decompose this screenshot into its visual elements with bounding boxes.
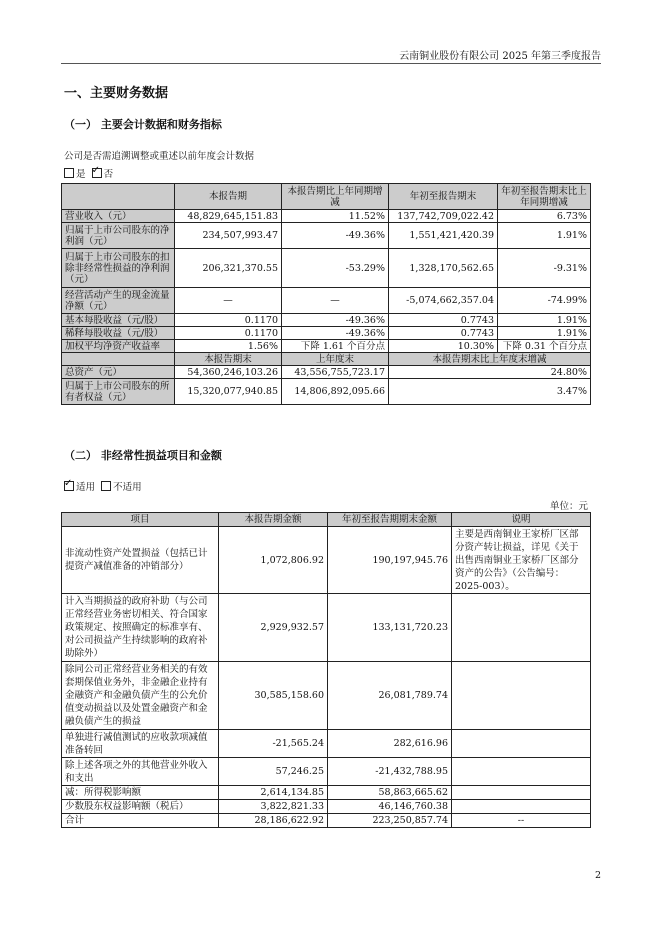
- cell-note: [452, 786, 591, 800]
- row-label: 归属于上市公司股东的净利润（元）: [62, 223, 175, 249]
- row-label: 总资产（元）: [62, 366, 175, 379]
- t1-header-empty: [62, 184, 175, 210]
- option-no-label: 否: [103, 169, 114, 180]
- table-row: [62, 340, 591, 353]
- cell-value: 0.7743: [389, 327, 498, 340]
- table-row: [62, 249, 591, 288]
- row-label: 归属于上市公司股东的所有者权益（元）: [62, 379, 175, 405]
- cell-value: 1,328,170,562.65: [389, 249, 498, 288]
- table-row: [62, 730, 591, 758]
- row-label: 单独进行减值测试的应收款项减值准备转回: [62, 730, 219, 758]
- cell-value: -21,565.24: [219, 730, 328, 758]
- cell-value: 10.30%: [389, 340, 498, 353]
- row-label: 基本每股收益（元/股）: [62, 314, 175, 327]
- table-row: [62, 594, 591, 662]
- cell-value: -49.36%: [282, 327, 389, 340]
- t2-header-ytd: 年初至报告期期末金额: [328, 513, 452, 527]
- cell-value: -49.36%: [282, 223, 389, 249]
- cell-value: 2,614,134.85: [219, 786, 328, 800]
- cell-value: 57,246.25: [219, 758, 328, 786]
- cell-value: 223,250,857.74: [328, 814, 452, 828]
- cell-value: 1,072,806.92: [219, 527, 328, 594]
- cell-value: 11.52%: [282, 210, 389, 223]
- row-label: 归属于上市公司股东的扣除非经常性损益的净利润（元）: [62, 249, 175, 288]
- option-not-applicable-label: 不适用: [113, 482, 142, 493]
- cell-note: [452, 594, 591, 662]
- header-divider: [61, 63, 601, 64]
- cell-value: 43,556,755,723.17: [282, 366, 389, 379]
- cell-value: 1.91%: [498, 314, 591, 327]
- cell-note: 主要是西南铜业王家桥厂区部分资产转让损益，详见《关于出售西南铜业王家桥厂区部分资产的公告》（公告编号：2025-003）。: [452, 527, 591, 594]
- restatement-options: [64, 166, 113, 180]
- cell-value: -49.36%: [282, 314, 389, 327]
- cell-value: 206,321,370.55: [175, 249, 282, 288]
- table-row: [62, 379, 591, 405]
- cell-value: 133,131,720.23: [328, 594, 452, 662]
- option-yes-label: 是: [76, 169, 86, 180]
- cell-value: —: [175, 288, 282, 314]
- cell-value: 46,146,760.38: [328, 800, 452, 814]
- cell-value: 0.1170: [175, 327, 282, 340]
- cell-value: 3.47%: [389, 379, 591, 405]
- cell-value: 2,929,932.57: [219, 594, 328, 662]
- cell-value: 3,822,821.33: [219, 800, 328, 814]
- row-label: 除上述各项之外的其他营业外收入和支出: [62, 758, 219, 786]
- non-recurring-items-table: [61, 512, 591, 828]
- table-row: [62, 527, 591, 594]
- row-label: 稀释每股收益（元/股）: [62, 327, 175, 340]
- cell-value: -9.31%: [498, 249, 591, 288]
- cell-value: —: [282, 288, 389, 314]
- cell-value: 24.80%: [389, 366, 591, 379]
- table-row: [62, 366, 591, 379]
- cell-value: 下降 1.61 个百分点: [282, 340, 389, 353]
- table-row: [62, 327, 591, 340]
- t1-header2-change: 本报告期末比上年度末增减: [389, 353, 591, 366]
- row-label: 加权平均净资产收益率: [62, 340, 175, 353]
- cell-value: 137,742,709,022.42: [389, 210, 498, 223]
- cell-value: 14,806,892,095.66: [282, 379, 389, 405]
- table-row: [62, 800, 591, 814]
- t2-header-item: 项目: [62, 513, 219, 527]
- section-title: 一、主要财务数据: [64, 86, 169, 101]
- subsection-title-2: （二） 非经常性损益项目和金额: [64, 449, 222, 462]
- cell-note: [452, 662, 591, 730]
- row-label: 除同公司正常经营业务相关的有效套期保值业务外，非金融企业持有金融资产和金融负债产生的公允价值变动损益以及处置金融资产和金融负债产生的损益: [62, 662, 219, 730]
- checkbox-yes[interactable]: [64, 168, 74, 178]
- cell-note: [452, 758, 591, 786]
- cell-value: 30,585,158.60: [219, 662, 328, 730]
- cell-value: 26,081,789.74: [328, 662, 452, 730]
- table-row: [62, 758, 591, 786]
- t1-header-ytd-change: 年初至报告期末比上年同期增减: [498, 184, 591, 210]
- row-label: 少数股东权益影响额（税后）: [62, 800, 219, 814]
- cell-value: 58,863,665.62: [328, 786, 452, 800]
- cell-value: 48,829,645,151.83: [175, 210, 282, 223]
- checkbox-no[interactable]: [92, 168, 102, 178]
- page-number: 2: [594, 870, 601, 881]
- cell-value: 28,186,622.92: [219, 814, 328, 828]
- table-row: [62, 814, 591, 828]
- cell-note: --: [452, 814, 591, 828]
- table-row: [62, 314, 591, 327]
- cell-value: 190,197,945.76: [328, 527, 452, 594]
- cell-value: 1,551,421,420.39: [389, 223, 498, 249]
- restatement-question: 公司是否需追溯调整或重述以前年度会计数据: [64, 151, 255, 162]
- t1-header-current-change: 本报告期比上年同期增减: [282, 184, 389, 210]
- cell-value: -53.29%: [282, 249, 389, 288]
- cell-value: 0.7743: [389, 314, 498, 327]
- cell-value: 1.91%: [498, 223, 591, 249]
- table-row: [62, 223, 591, 249]
- row-label: 非流动性资产处置损益（包括已计提资产减值准备的冲销部分）: [62, 527, 219, 594]
- cell-value: -21,432,788.95: [328, 758, 452, 786]
- cell-value: 1.56%: [175, 340, 282, 353]
- key-financial-data-table: [61, 183, 591, 405]
- cell-value: 1.91%: [498, 327, 591, 340]
- row-label: 减：所得税影响额: [62, 786, 219, 800]
- cell-note: [452, 800, 591, 814]
- table-row: [62, 662, 591, 730]
- t1-header2-period-end: 本报告期末: [175, 353, 282, 366]
- cell-note: [452, 730, 591, 758]
- cell-value: 282,616.96: [328, 730, 452, 758]
- row-label: 经营活动产生的现金流量净额（元）: [62, 288, 175, 314]
- cell-value: 15,320,077,940.85: [175, 379, 282, 405]
- unit-label: 单位：元: [549, 501, 588, 512]
- cell-value: 54,360,246,103.26: [175, 366, 282, 379]
- row-label: 计入当期损益的政府补助（与公司正常经营业务密切相关、符合国家政策规定、按照确定的标准享有、对公司损益产生持续影响的政府补助除外）: [62, 594, 219, 662]
- cell-value: 0.1170: [175, 314, 282, 327]
- applicability-options: [64, 479, 142, 493]
- t1-header2-prior-year-end: 上年度末: [282, 353, 389, 366]
- row-label: 营业收入（元）: [62, 210, 175, 223]
- cell-value: 下降 0.31 个百分点: [498, 340, 591, 353]
- t1-header-ytd: 年初至报告期末: [389, 184, 498, 210]
- cell-value: 6.73%: [498, 210, 591, 223]
- table-row: [62, 288, 591, 314]
- cell-value: 234,507,993.47: [175, 223, 282, 249]
- t2-header-current: 本报告期金额: [219, 513, 328, 527]
- checkbox-not-applicable[interactable]: [101, 481, 111, 491]
- subsection-title-1: （一） 主要会计数据和财务指标: [64, 118, 222, 131]
- page-header: 云南铜业股份有限公司 2025 年第三季度报告: [399, 51, 601, 62]
- row-label: 合计: [62, 814, 219, 828]
- table-row: [62, 786, 591, 800]
- checkbox-applicable[interactable]: [64, 481, 74, 491]
- t1-header2-empty: [62, 353, 175, 366]
- t2-header-note: 说明: [452, 513, 591, 527]
- cell-value: -74.99%: [498, 288, 591, 314]
- t1-header-current: 本报告期: [175, 184, 282, 210]
- table-row: [62, 210, 591, 223]
- option-applicable-label: 适用: [76, 482, 96, 493]
- cell-value: -5,074,662,357.04: [389, 288, 498, 314]
